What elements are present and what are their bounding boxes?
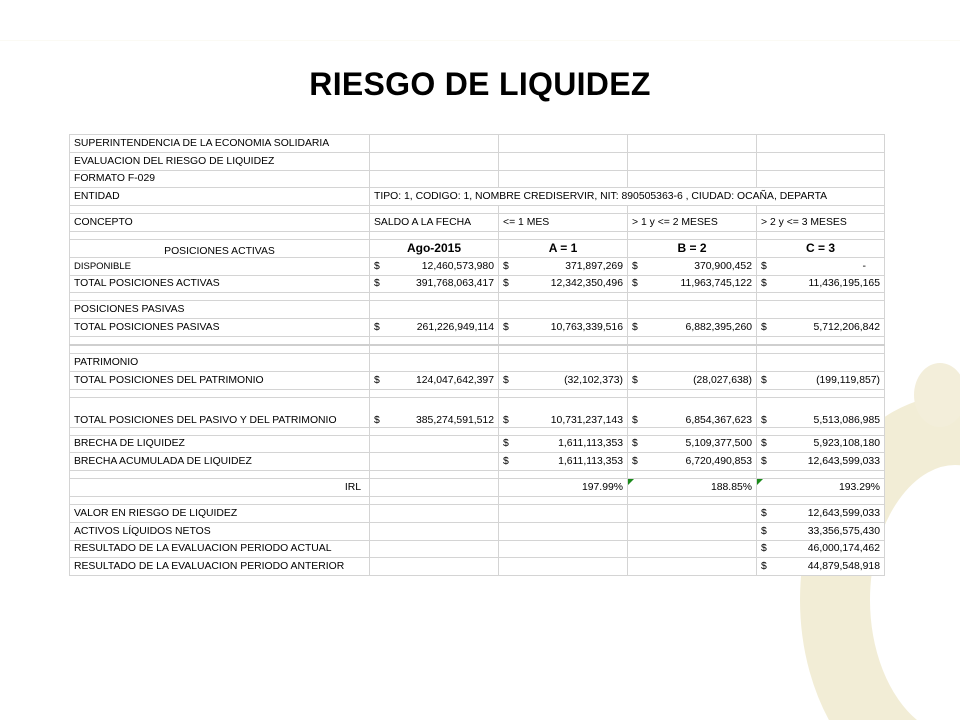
summary-row: [70, 504, 885, 522]
liquidity-risk-sheet: [69, 134, 885, 576]
total-passive-c: $ 5,712,206,842: [757, 319, 885, 337]
active-section-title: POSICIONES ACTIVAS: [70, 239, 370, 257]
summary-row: [70, 558, 885, 576]
summary-value: $ 33,356,575,430: [757, 522, 885, 540]
sheet-row-disponible: [70, 257, 885, 275]
evaluation-name: EVALUACION DEL RIESGO DE LIQUIDEZ: [70, 152, 370, 170]
passive-equity-balance: $ 385,274,591,512: [370, 397, 499, 427]
column-c-title: C = 3: [757, 239, 885, 257]
entity-value: TIPO: 1, CODIGO: 1, NOMBRE CREDISERVIR, NIT: 890505363-6 , CIUDAD: OCAÑA, DEPARTA: [370, 188, 885, 206]
cumulative-gap-a: $ 1,611,113,353: [499, 453, 628, 471]
sheet-row-evaluation: [70, 152, 885, 170]
sheet-row-org: [70, 135, 885, 153]
cumulative-gap-b: $ 6,720,490,853: [628, 453, 757, 471]
total-active-c: $ 11,436,195,165: [757, 275, 885, 293]
column-b-title: B = 2: [628, 239, 757, 257]
total-equity-a: $ (32,102,373): [499, 371, 628, 389]
format-code: FORMATO F-029: [70, 170, 370, 188]
sheet-row-passive-equity: [70, 397, 885, 427]
total-passive-b: $ 6,882,395,260: [628, 319, 757, 337]
cumulative-gap-c: $ 12,643,599,033: [757, 453, 885, 471]
sheet-row-total-passive: [70, 319, 885, 337]
sheet-row-headers: [70, 214, 885, 232]
header-band-c: > 2 y <= 3 MESES: [757, 214, 885, 232]
sheet-row-total-active: [70, 275, 885, 293]
passive-equity-a: $ 10,731,237,143: [499, 397, 628, 427]
column-a-title: A = 1: [499, 239, 628, 257]
header-concept: CONCEPTO: [70, 214, 370, 232]
cumulative-gap-label: BRECHA ACUMULADA DE LIQUIDEZ: [70, 453, 370, 471]
cell-comment-flag-icon: [757, 479, 763, 485]
period-date: Ago-2015: [370, 239, 499, 257]
disponible-c: $ -: [757, 257, 885, 275]
summary-row: [70, 522, 885, 540]
passive-equity-c: $ 5,513,086,985: [757, 397, 885, 427]
sheet-row-passive-header: [70, 301, 885, 319]
irl-label: IRL: [70, 479, 370, 497]
total-equity-b: $ (28,027,638): [628, 371, 757, 389]
header-balance: SALDO A LA FECHA: [370, 214, 499, 232]
sheet-row-active-header: [70, 239, 885, 257]
entity-label: ENTIDAD: [70, 188, 370, 206]
total-passive-balance: $ 261,226,949,114: [370, 319, 499, 337]
summary-row: [70, 540, 885, 558]
total-passive-a: $ 10,763,339,516: [499, 319, 628, 337]
total-active-b: $ 11,963,745,122: [628, 275, 757, 293]
total-active-label: TOTAL POSICIONES ACTIVAS: [70, 275, 370, 293]
cell-comment-flag-icon: [628, 479, 634, 485]
summary-value: $ 44,879,548,918: [757, 558, 885, 576]
summary-label: RESULTADO DE LA EVALUACION PERIODO ANTERIOR: [70, 558, 370, 576]
sheet-row-format: [70, 170, 885, 188]
summary-value: $ 12,643,599,033: [757, 504, 885, 522]
total-active-balance: $ 391,768,063,417: [370, 275, 499, 293]
disponible-balance: $ 12,460,573,980: [370, 257, 499, 275]
sheet-row-cumulative-gap: [70, 453, 885, 471]
sheet-row-total-equity: [70, 371, 885, 389]
org-name: SUPERINTENDENCIA DE LA ECONOMIA SOLIDARIA: [70, 135, 370, 153]
passive-section-title: POSICIONES PASIVAS: [70, 301, 370, 319]
passive-equity-label: TOTAL POSICIONES DEL PASIVO Y DEL PATRIMONIO: [70, 397, 370, 427]
summary-value: $ 46,000,174,462: [757, 540, 885, 558]
passive-equity-b: $ 6,854,367,623: [628, 397, 757, 427]
gap-b: $ 5,109,377,500: [628, 435, 757, 453]
total-active-a: $ 12,342,350,496: [499, 275, 628, 293]
sheet-row-irl: [70, 479, 885, 497]
header-band-a: <= 1 MES: [499, 214, 628, 232]
disponible-label: DISPONIBLE: [70, 257, 370, 275]
summary-label: RESULTADO DE LA EVALUACION PERIODO ACTUAL: [70, 540, 370, 558]
slide-title: RIESGO DE LIQUIDEZ: [309, 66, 651, 102]
irl-c: 193.29%: [757, 479, 885, 497]
disponible-b: $ 370,900,452: [628, 257, 757, 275]
gap-a: $ 1,611,113,353: [499, 435, 628, 453]
summary-label: VALOR EN RIESGO DE LIQUIDEZ: [70, 504, 370, 522]
gap-c: $ 5,923,108,180: [757, 435, 885, 453]
gap-label: BRECHA DE LIQUIDEZ: [70, 435, 370, 453]
irl-a: 197.99%: [499, 479, 628, 497]
sheet-row-entity: [70, 188, 885, 206]
irl-b: 188.85%: [628, 479, 757, 497]
total-equity-balance: $ 124,047,642,397: [370, 371, 499, 389]
total-equity-c: $ (199,119,857): [757, 371, 885, 389]
equity-section-title: PATRIMONIO: [70, 353, 370, 371]
sheet-row-gap: [70, 435, 885, 453]
total-passive-label: TOTAL POSICIONES PASIVAS: [70, 319, 370, 337]
sheet-row-equity-header: [70, 353, 885, 371]
total-equity-label: TOTAL POSICIONES DEL PATRIMONIO: [70, 371, 370, 389]
summary-label: ACTIVOS LÍQUIDOS NETOS: [70, 522, 370, 540]
disponible-a: $ 371,897,269: [499, 257, 628, 275]
header-band-b: > 1 y <= 2 MESES: [628, 214, 757, 232]
